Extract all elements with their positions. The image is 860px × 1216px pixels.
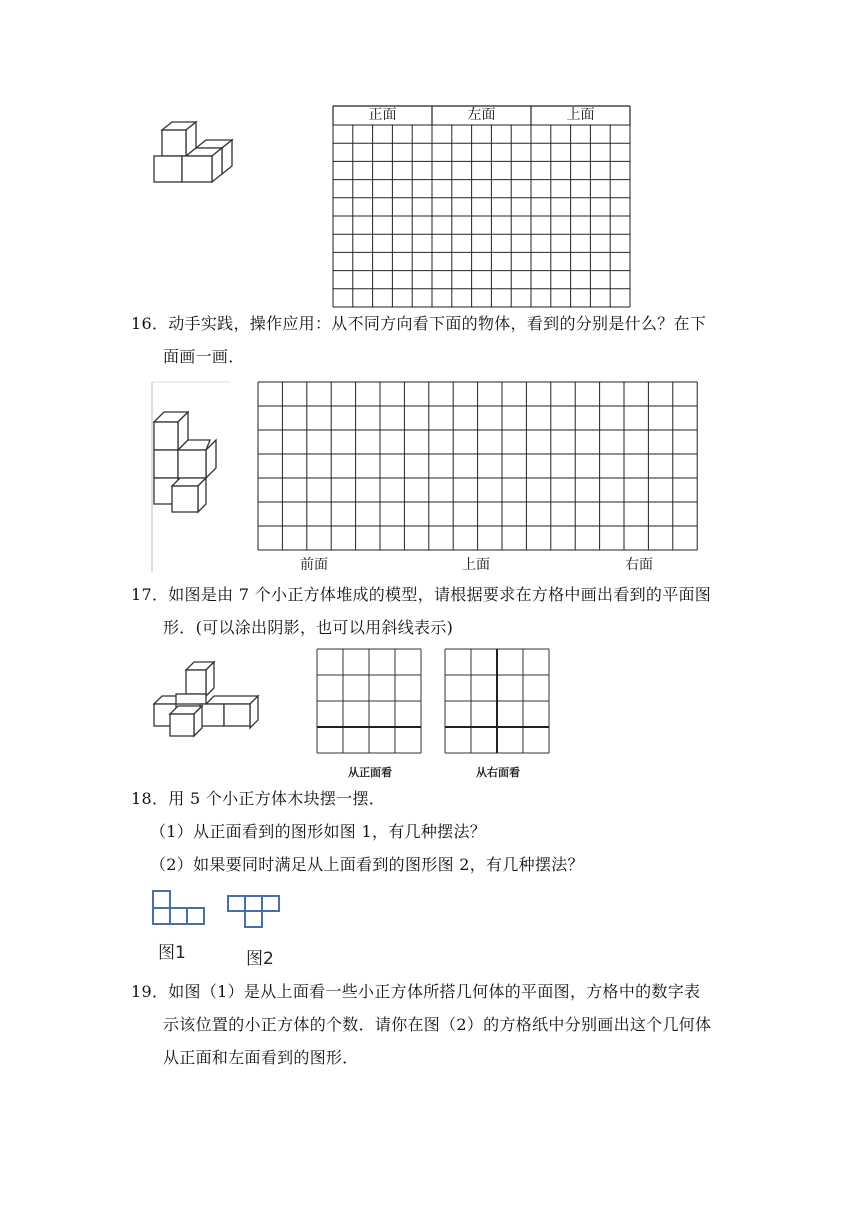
q18-sub2: （2）如果要同时满足从上面看到的图形图 2，有几种摆法？ bbox=[150, 855, 584, 874]
q15-cube-figure bbox=[150, 118, 240, 198]
q18-figure1-label: 图1 bbox=[158, 943, 186, 963]
q17-label-right: 从右面看 bbox=[476, 766, 520, 779]
q16-text-line2: 面画一画． bbox=[163, 347, 245, 366]
q19-text-line1: 19．如图（1）是从上面看一些小正方体所搭几何体的平面图，方格中的数字表 bbox=[131, 982, 701, 1001]
q18-figure2-label: 图2 bbox=[246, 949, 274, 969]
q19-text-line2: 示该位置的小正方体的个数．请你在图（2）的方格纸中分别画出这个几何体 bbox=[163, 1015, 712, 1034]
q18-sub1: （1）从正面看到的图形如图 1，有几种摆法？ bbox=[150, 822, 487, 841]
q18-text-line1: 18．用 5 个小正方体木块摆一摆． bbox=[131, 789, 386, 808]
q17-text-line2: 形．(可以涂出阴影，也可以用斜线表示) bbox=[163, 618, 454, 637]
q15-header-top: 上面 bbox=[566, 107, 595, 123]
q17-cube-figure bbox=[150, 658, 265, 738]
q16-label-right: 右面 bbox=[625, 557, 653, 573]
q16-label-front: 前面 bbox=[300, 557, 328, 573]
q16-text-line1: 16．动手实践，操作应用：从不同方向看下面的物体，看到的分别是什么？在下 bbox=[131, 314, 707, 333]
q18-figure2 bbox=[226, 893, 282, 933]
q19-text-line3: 从正面和左面看到的图形． bbox=[163, 1048, 359, 1067]
q15-header-front: 正面 bbox=[368, 107, 397, 123]
q17-label-front: 从正面看 bbox=[348, 766, 392, 779]
q17-right-view-grid[interactable] bbox=[444, 648, 550, 754]
q16-label-top: 上面 bbox=[462, 557, 490, 573]
q15-header-left: 左面 bbox=[467, 107, 496, 123]
q18-figure1 bbox=[150, 888, 208, 928]
q17-front-view-grid[interactable] bbox=[316, 648, 422, 754]
q15-drawing-grid[interactable] bbox=[332, 105, 632, 308]
q16-cube-figure bbox=[150, 380, 230, 575]
q16-drawing-grid[interactable] bbox=[257, 381, 698, 551]
q17-text-line1: 17．如图是由 7 个小正方体堆成的模型，请根据要求在方格中画出看到的平面图 bbox=[131, 585, 712, 604]
